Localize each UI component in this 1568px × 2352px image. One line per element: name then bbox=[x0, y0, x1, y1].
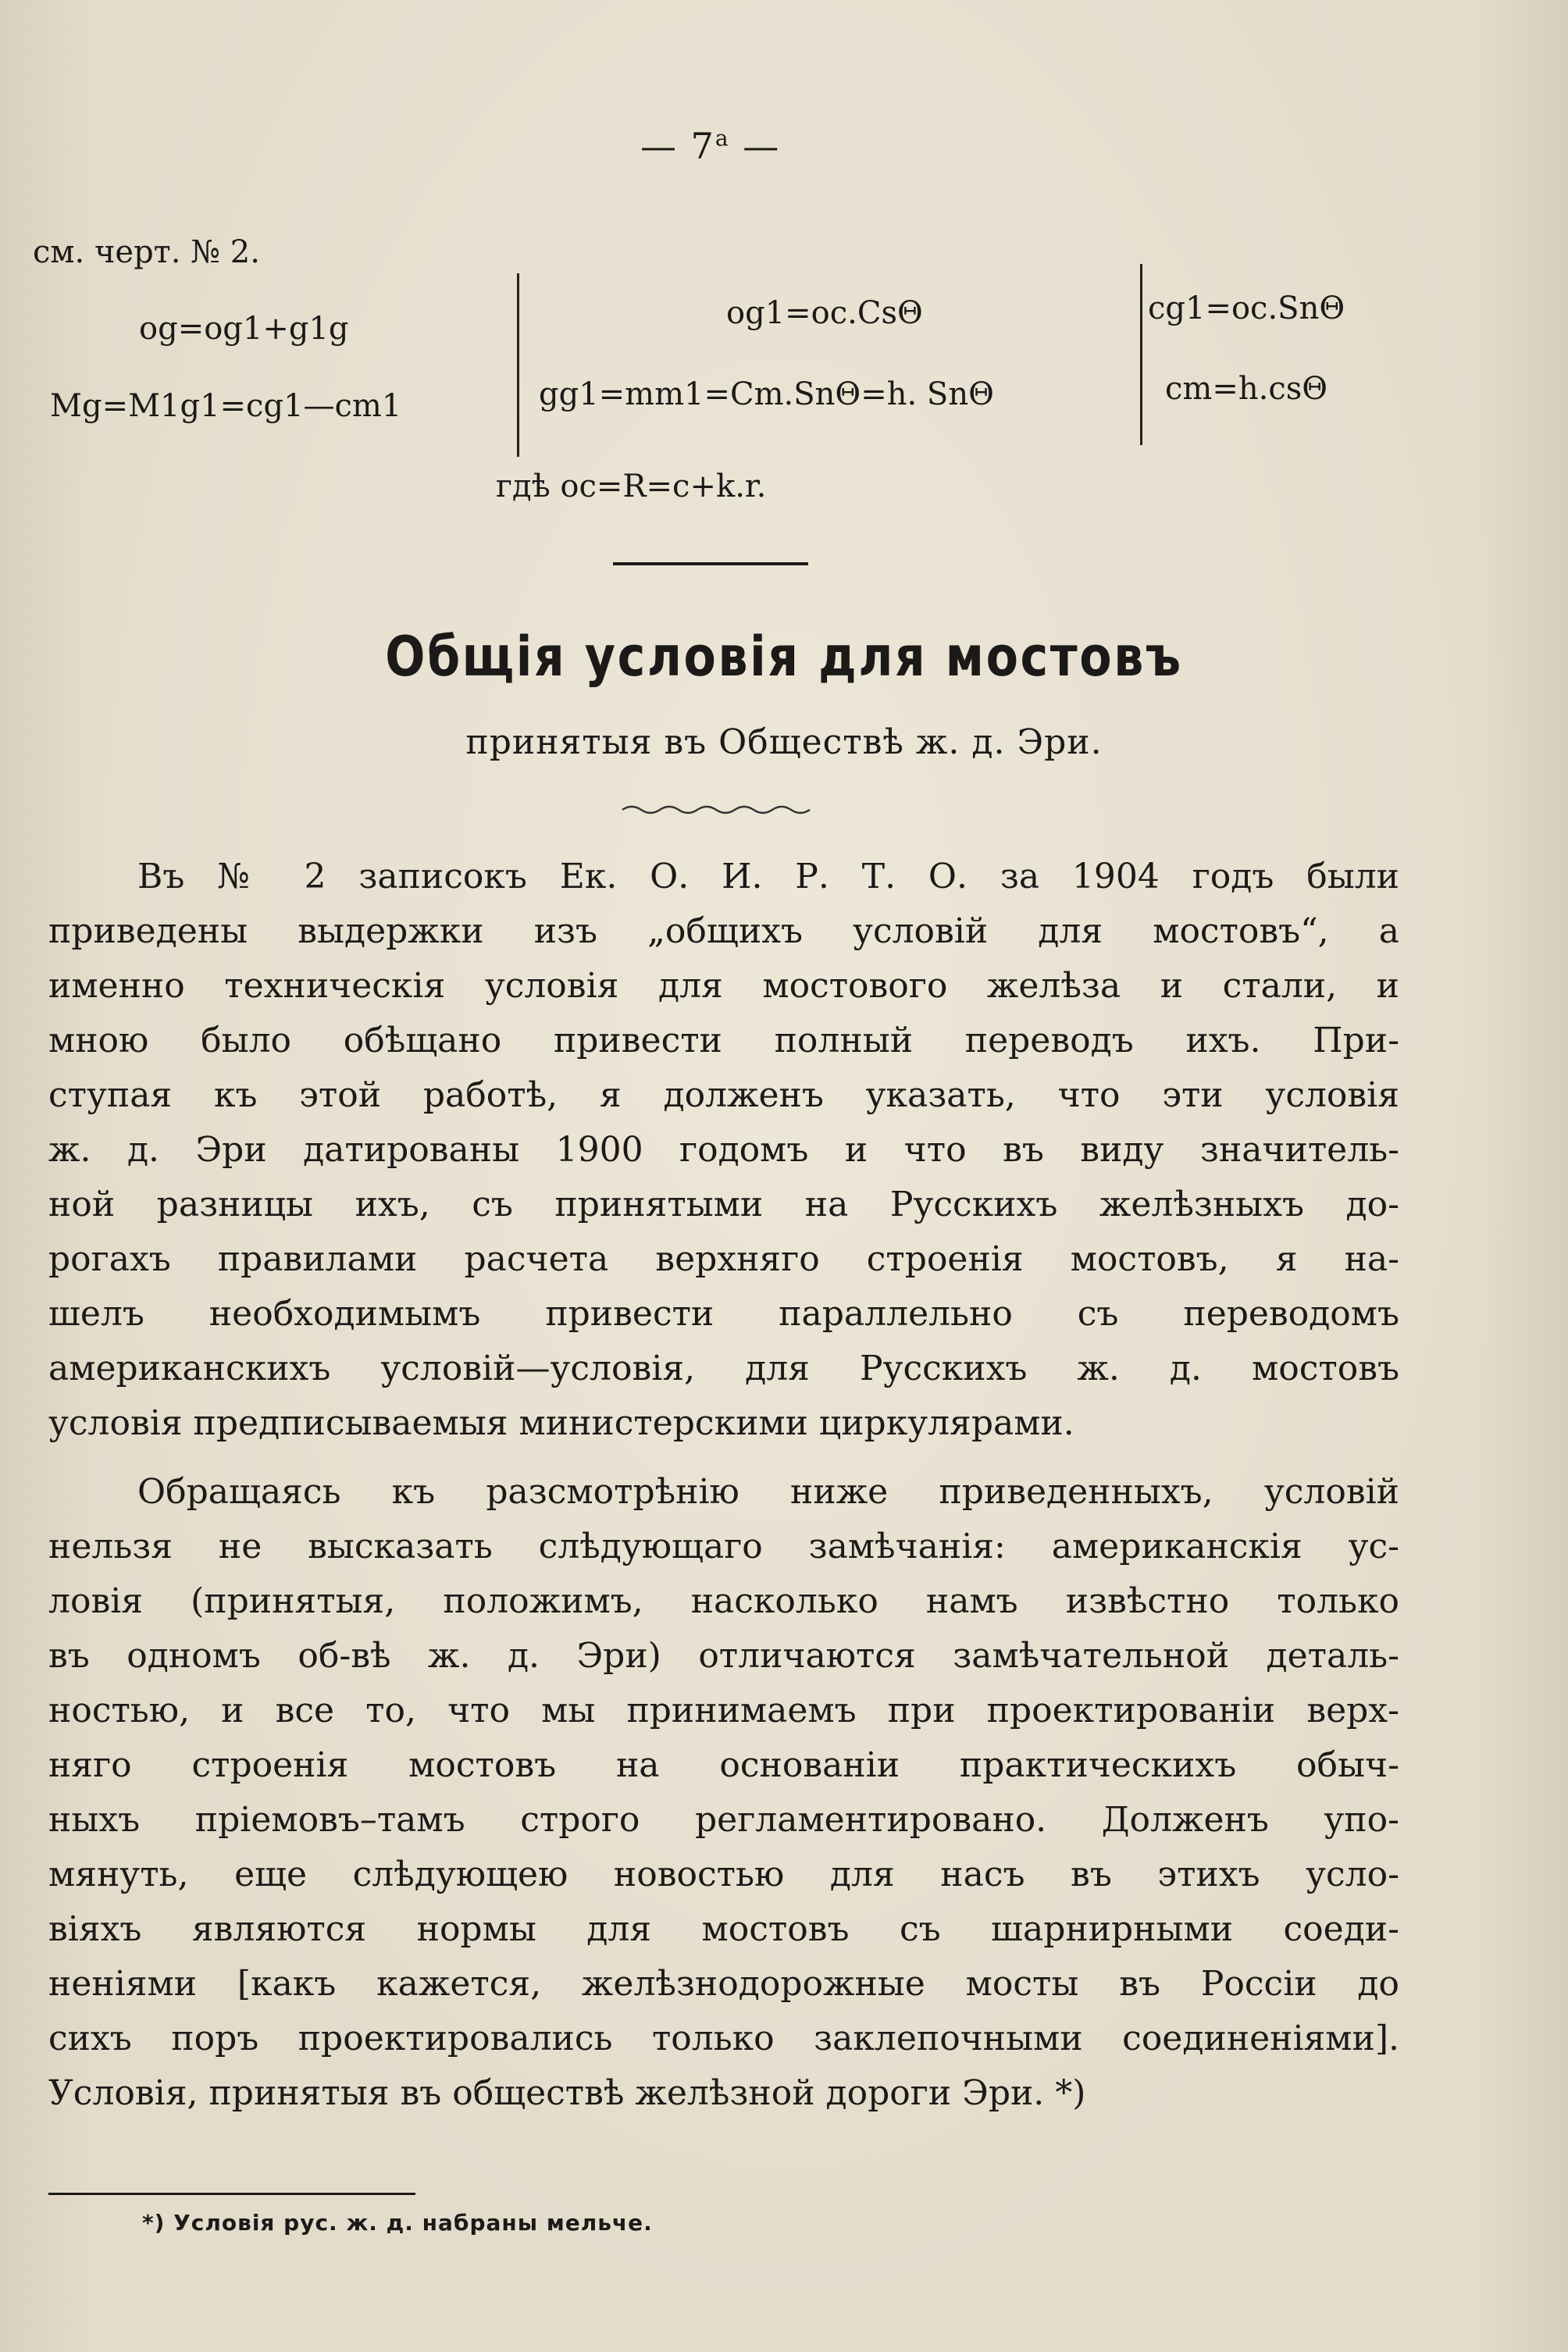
drawing-reference: см. черт. № 2. bbox=[33, 234, 260, 270]
paragraph-line: нельзя не высказать слѣдующаго замѣчанія: американскія ус- bbox=[48, 1527, 1399, 1566]
paragraph-line: ностью, и все то, что мы принимаемъ при проектированіи верх- bbox=[48, 1691, 1399, 1730]
paragraph-line: Въ № 2 записокъ Ек. О. И. Р. Т. О. за 1904 годъ были bbox=[137, 857, 1399, 896]
footnote: *) Условія рус. ж. д. набраны мельче. bbox=[142, 2210, 653, 2236]
section-rule bbox=[613, 562, 808, 565]
paragraph-line: ступая къ этой работѣ, я долженъ указать, что эти условія bbox=[48, 1075, 1399, 1115]
ornament-squiggle bbox=[621, 800, 816, 822]
squiggle-divider-icon bbox=[621, 800, 816, 819]
paragraph-line: Обращаясь къ разсмотрѣнію ниже приведенныхъ, условій bbox=[137, 1472, 1399, 1512]
paragraph-line: американскихъ условій—условія, для Русскихъ ж. д. мостовъ bbox=[48, 1349, 1399, 1388]
formula-where: гдѣ oc=R=c+k.r. bbox=[496, 469, 767, 504]
paragraph-line: Условія, принятыя въ обществѣ желѣзной дороги Эри. *) bbox=[48, 2073, 1086, 2113]
paragraph-line: неніями [какъ кажется, желѣзнодорожные мосты въ Россіи до bbox=[48, 1964, 1399, 2004]
formula-middle-2: gg1=mm1=Cm.SnΘ=h. SnΘ bbox=[539, 376, 994, 412]
formula-right-1: cg1=oc.SnΘ bbox=[1148, 290, 1345, 326]
formula-left-2: Mg=M1g1=cg1—cm1 bbox=[50, 388, 402, 424]
paragraph-line: условія предписываемыя министерскими циркулярами. bbox=[48, 1403, 1074, 1443]
paragraph-line: ловія (принятыя, положимъ, насколько намъ извѣстно только bbox=[48, 1581, 1399, 1621]
paragraph-line: сихъ поръ проектировались только заклепочными соединеніями]. bbox=[48, 2019, 1399, 2058]
page-subtitle: принятыя въ Обществѣ ж. д. Эри. bbox=[465, 722, 1103, 762]
paragraph-line: ной разницы ихъ, съ принятыми на Русскихъ желѣзныхъ до- bbox=[48, 1185, 1399, 1224]
formula-left-1: og=og1+g1g bbox=[139, 311, 349, 347]
formula-divider-2 bbox=[1140, 264, 1142, 445]
paragraph-line: ныхъ пріемовъ–тамъ строго регламентировано. Долженъ упо- bbox=[48, 1800, 1399, 1840]
formula-divider-1 bbox=[517, 273, 519, 457]
paragraph-line: приведены выдержки изъ „общихъ условій для мостовъ“, а bbox=[48, 911, 1399, 951]
formula-middle-1: og1=oc.CsΘ bbox=[726, 295, 923, 331]
page-title: Общія условія для мостовъ bbox=[385, 625, 1183, 689]
formula-right-2: cm=h.csΘ bbox=[1165, 371, 1328, 407]
page-number: — $7^а$ — bbox=[640, 125, 781, 167]
paragraph-line: шелъ необходимымъ привести параллельно съ переводомъ bbox=[48, 1294, 1399, 1334]
paragraph-line: віяхъ являются нормы для мостовъ съ шарнирными соеди- bbox=[48, 1909, 1399, 1949]
paragraph-line: въ одномъ об-вѣ ж. д. Эри) отличаются замѣчательной деталь- bbox=[48, 1636, 1399, 1676]
paragraph-line: мною было обѣщано привести полный переводъ ихъ. При- bbox=[48, 1021, 1399, 1060]
paragraph-line: именно техническія условія для мостового желѣза и стали, и bbox=[48, 966, 1399, 1006]
footnote-rule bbox=[48, 2193, 415, 2195]
paragraph-line: няго строенія мостовъ на основаніи практическихъ обыч- bbox=[48, 1745, 1399, 1785]
paragraph-line: рогахъ правилами расчета верхняго строенія мостовъ, я на- bbox=[48, 1239, 1399, 1279]
paragraph-line: мянуть, еще слѣдующею новостью для насъ въ этихъ усло- bbox=[48, 1855, 1399, 1894]
paragraph-line: ж. д. Эри датированы 1900 годомъ и что въ виду значитель- bbox=[48, 1130, 1399, 1170]
